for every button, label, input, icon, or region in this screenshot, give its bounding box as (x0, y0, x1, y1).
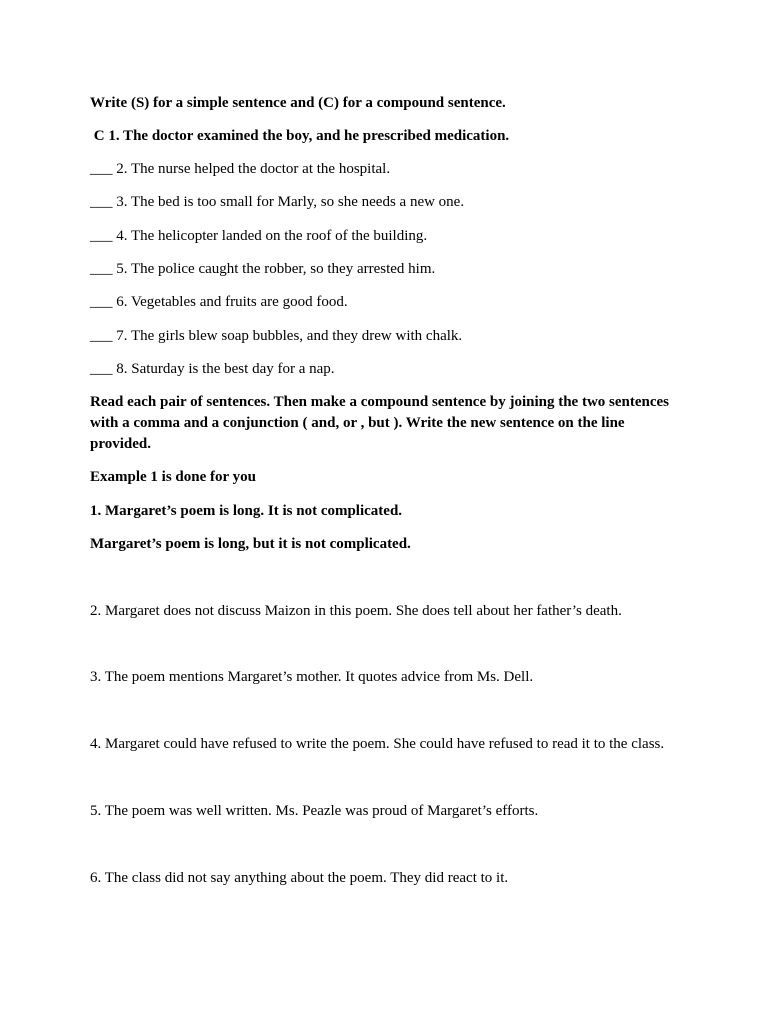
part1-item: ___ 2. The nurse helped the doctor at the hospital. (90, 161, 391, 177)
part2-example-prompt: 1. Margaret’s poem is long. It is not complicated. (90, 503, 403, 519)
part1-item: ___ 4. The helicopter landed on the roof of the building. (90, 228, 428, 244)
part2-item: 5. The poem was well written. Ms. Peazle was proud of Margaret’s efforts. (90, 803, 539, 819)
part1-item: ___ 6. Vegetables and fruits are good food. (90, 294, 348, 310)
part1-item: ___ 5. The police caught the robber, so they arrested him. (90, 261, 436, 277)
part2-item: 6. The class did not say anything about the poem. They did react to it. (90, 870, 509, 886)
part1-item: ___ 8. Saturday is the best day for a nap. (90, 361, 335, 377)
part1-example: C 1. The doctor examined the boy, and he prescribed medication. (90, 128, 510, 144)
part2-item: 3. The poem mentions Margaret’s mother. It quotes advice from Ms. Dell. (90, 669, 534, 685)
part2-instructions: Read each pair of sentences. Then make a compound sentence by joining the two sentences with a comma and a conjunction ( and, or , but ). Write the new sentence on the line provided. (90, 394, 670, 452)
part1-item: ___ 7. The girls blew soap bubbles, and they drew with chalk. (90, 328, 463, 344)
part2-item: 2. Margaret does not discuss Maizon in this poem. She does tell about her father’s death. (90, 603, 622, 619)
part2-example-answer: Margaret’s poem is long, but it is not complicated. (90, 536, 411, 552)
part2-example-note: Example 1 is done for you (90, 469, 256, 485)
part1-instructions: Write (S) for a simple sentence and (C) for a compound sentence. (90, 95, 506, 111)
part1-item: ___ 3. The bed is too small for Marly, so she needs a new one. (90, 194, 465, 210)
part2-item: 4. Margaret could have refused to write the poem. She could have refused to read it to the class. (90, 736, 665, 752)
